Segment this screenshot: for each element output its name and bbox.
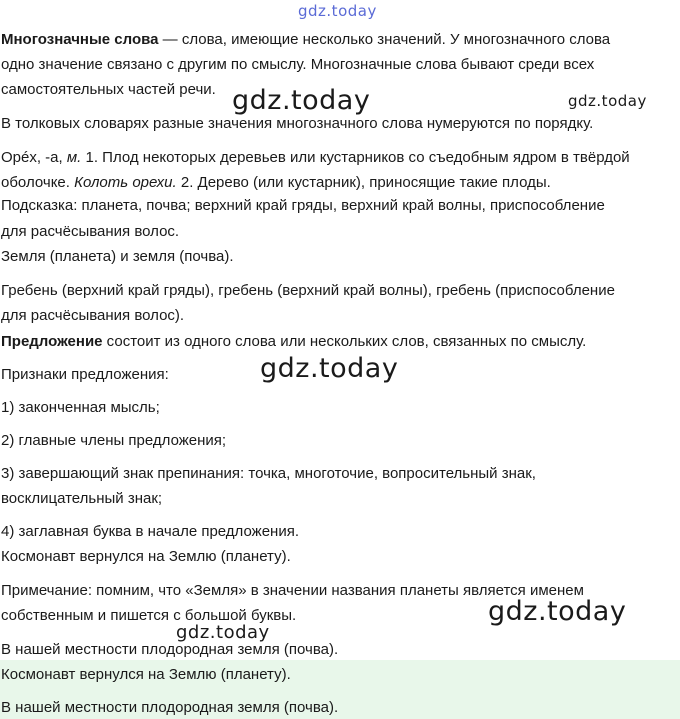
- entry-example: Колоть орехи.: [74, 174, 177, 191]
- comb-answer: для расчёсывания волос).: [1, 307, 185, 324]
- definition-line: одно значение связано с другим по смыслу. Многозначные слова бывают среди всех: [1, 56, 595, 73]
- hint-text: Подсказка: планета, почва; верхний край гряды, верхний край волны, приспособление: [1, 197, 605, 214]
- term-polysemous: Многозначные слова: [1, 31, 159, 48]
- signs-title: Признаки предложения:: [1, 366, 169, 383]
- sign-item: 3) завершающий знак препинания: точка, многоточие, вопросительный знак,: [1, 465, 536, 482]
- entry-meaning-2: 2. Дерево (или кустарник), приносящие такие плоды.: [176, 174, 551, 191]
- term-sentence: Предложение: [1, 333, 103, 350]
- watermark: gdz.today: [488, 596, 627, 627]
- entry-word: Opéх, -а,: [1, 149, 67, 166]
- dictionary-entry: [1, 147, 630, 169]
- hint-text: для расчёсывания волос.: [1, 223, 180, 240]
- example-sentence: В нашей местности плодородная земля (почва).: [1, 641, 339, 658]
- sentence-definition: [1, 331, 586, 353]
- watermark: gdz.today: [232, 85, 371, 116]
- answer-line: Космонавт вернулся на Землю (планету).: [1, 666, 291, 683]
- watermark: gdz.today: [298, 2, 377, 20]
- sign-item: восклицательный знак;: [1, 490, 163, 507]
- example-sentence: Космонавт вернулся на Землю (планету).: [1, 548, 291, 565]
- dictionary-note: В толковых словарях разные значения многозначного слова нумеруются по порядку.: [1, 115, 594, 132]
- earth-answer: Земля (планета) и земля (почва).: [1, 248, 234, 265]
- sign-item: 1) законченная мысль;: [1, 399, 160, 416]
- note-text: собственным и пишется с большой буквы.: [1, 607, 297, 624]
- watermark: gdz.today: [568, 92, 647, 110]
- definition-line: самостоятельных частей речи.: [1, 81, 216, 98]
- note-text: Примечание: помним, что «Земля» в значении названия планеты является именем: [1, 582, 584, 599]
- entry-gender: м.: [66, 149, 82, 166]
- sentence-definition-text: состоит из одного слова или нескольких слов, связанных по смыслу.: [102, 333, 587, 350]
- sign-item: 4) заглавная буква в начале предложения.: [1, 523, 299, 540]
- entry-text: оболочке.: [1, 174, 75, 191]
- watermark: gdz.today: [260, 353, 399, 384]
- entry-meaning-1: 1. Плод некоторых деревьев или кустарников со съедобным ядром в твёрдой: [81, 149, 630, 166]
- definition-text: — слова, имеющие несколько значений. У многозначного слова: [158, 31, 611, 48]
- comb-answer: Гребень (верхний край гряды), гребень (верхний край волны), гребень (приспособление: [1, 282, 615, 299]
- definition-line: [1, 29, 610, 51]
- sign-item: 2) главные члены предложения;: [1, 432, 227, 449]
- answer-line: В нашей местности плодородная земля (почва).: [1, 699, 339, 716]
- dictionary-entry: [1, 172, 551, 194]
- watermark: gdz.today: [176, 622, 270, 643]
